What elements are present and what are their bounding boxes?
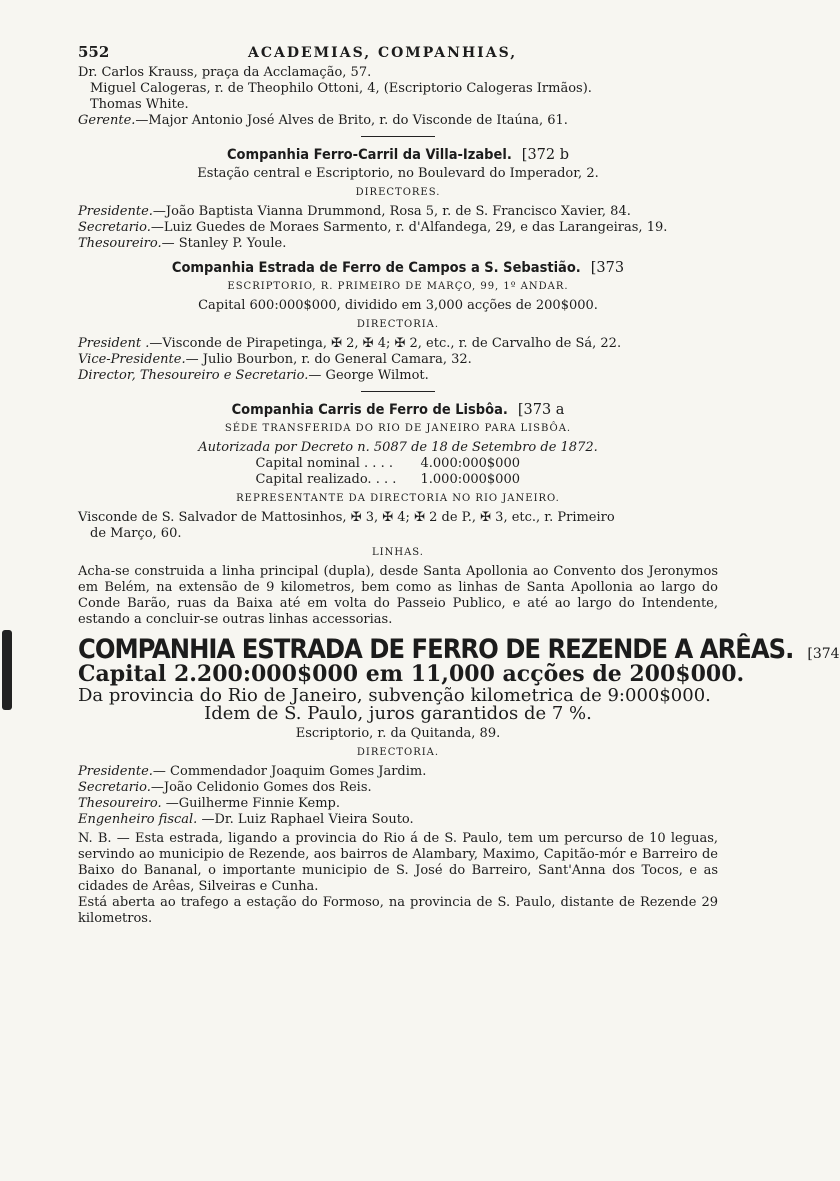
board-row: Secretario.—João Celidonio Gomes dos Reis. <box>78 780 372 795</box>
section-ref: [372 b <box>521 147 570 163</box>
board-row: President .—Visconde de Pirapetinga, ✠ 2, ✠ 4; ✠ 2, etc., r. de Carvalho de Sá, 22. <box>78 336 622 351</box>
board-row: Presidente.— Commendador Joaquim Gomes Jardim. <box>78 764 427 779</box>
capital-line: Capital 2.200:000$000 em 11,000 acções de 200$000. <box>78 661 745 687</box>
board-row: Director, Thesoureiro e Secretario.— George Wilmot. <box>78 368 429 383</box>
section-ref: [373 a <box>517 402 565 418</box>
list-line: Miguel Calogeras, r. de Theophilo Ottoni, 4, (Escriptorio Calogeras Irmãos). <box>90 81 592 96</box>
capital-row: Capital nominal . . . . 4.000:000$000 <box>255 456 520 471</box>
seat-line: SÉDE TRANSFERIDA DO RIO DE JANEIRO PARA LISBÔA. <box>224 423 572 434</box>
rep-heading: REPRESENTANTE DA DIRECTORIA NO RIO JANEIRO. <box>236 493 560 504</box>
page-header <box>78 44 718 61</box>
role-label: Gerente. <box>78 113 136 128</box>
section-address: Estação central e Escriptorio, no Boulevard do Imperador, 2. <box>197 166 599 181</box>
binding-mark <box>2 630 12 710</box>
board-row: Presidente.—João Baptista Vianna Drummond, Rosa 5, r. de S. Francisco Xavier, 84. <box>78 204 631 219</box>
lines-paragraph: Acha-se construida a linha principal (dupla), desde Santa Apollonia ao Convento dos Jeronymos em Belém, na extensão de 9 kilometros, bem como as linhas de Santa Apollonia ao largo do Conde Barão, ruas da Baixa até em volta do Passeio Publico, e até ao largo do Intendente, estando a concluir-se outras linhas accessorias. <box>78 564 718 627</box>
page-number: 552 <box>78 43 110 61</box>
board-row: Secretario.—Luiz Guedes de Moraes Sarmento, r. d'Alfandega, 29, e das Larangeiras, 19. <box>78 220 668 235</box>
board-row: Engenheiro fiscal. —Dr. Luiz Raphael Vieira Souto. <box>78 812 414 827</box>
rep-line: Visconde de S. Salvador de Mattosinhos, ✠ 3, ✠ 4; ✠ 2 de P., ✠ 3, etc., r. Primeiro <box>78 510 615 525</box>
section-title: Companhia Ferro-Carril da Villa-Izabel. [372 b <box>226 147 570 163</box>
list-line: Dr. Carlos Krauss, praça da Acclamação, 57. <box>78 65 372 80</box>
board-heading: DIRECTORIA. <box>356 319 440 330</box>
section-title: Companhia Carris de Ferro de Lisbôa. [373 a <box>231 402 565 418</box>
interest-line: Idem de S. Paulo, juros garantidos de 7 %. <box>204 703 592 724</box>
section-title: COMPANHIA ESTRADA DE FERRO DE REZENDE A ARÊAS. [374 <box>78 634 840 665</box>
gerente-line <box>78 113 718 129</box>
running-title: ACADEMIAS, COMPANHIAS, <box>248 45 518 61</box>
board-row: Thesoureiro.— Stanley P. Youle. <box>78 236 287 251</box>
lines-heading: LINHAS. <box>372 547 424 558</box>
role-text: —Major Antonio José Alves de Brito, r. do Visconde de Itaúna, 61. <box>135 113 568 128</box>
board-heading: DIRECTORES. <box>355 187 441 198</box>
board-row: Thesoureiro. —Guilherme Finnie Kemp. <box>78 796 341 811</box>
subsidy-line: Da provincia do Rio de Janeiro, subvenção kilometrica de 9:000$000. <box>78 685 711 706</box>
list-line: Thomas White. <box>90 97 189 112</box>
office-line: Escriptorio, r. da Quitanda, 89. <box>295 726 501 741</box>
section-ref: [374 <box>807 646 840 662</box>
board-row: Vice-Presidente.— Julio Bourbon, r. do General Camara, 32. <box>78 352 472 367</box>
section-title: Companhia Estrada de Ferro de Campos a S. Sebastião. [373 <box>171 260 625 276</box>
capital-row: Capital realizado. . . . 1.000:000$000 <box>255 472 520 487</box>
divider <box>361 391 435 392</box>
section-ref: [373 <box>590 260 625 276</box>
decree-line: Autorizada por Decreto n. 5087 de 18 de Setembro de 1872. <box>198 440 598 455</box>
divider <box>361 136 435 137</box>
capital-line: Capital 600:000$000, dividido em 3,000 acções de 200$000. <box>198 298 598 313</box>
office-line: ESCRIPTORIO, R. PRIMEIRO DE MARÇO, 99, 1º ANDAR. <box>227 281 569 292</box>
page <box>78 43 840 927</box>
rep-line: de Março, 60. <box>90 526 182 541</box>
board-heading: DIRECTORIA. <box>356 747 440 758</box>
note-paragraph: N. B. — Esta estrada, ligando a provincia do Rio á de S. Paulo, tem um percurso de 10 leguas, servindo ao municipio de Rezende, aos bairros de Alambary, Maximo, Capitão-mór e Barreiro de Baixo do Bananal, o importante municipio de S. José do Barreiro, Sant'Anna dos Tocos, e as cidades de Arêas, Silveiras e Cunha. <box>78 831 718 894</box>
note-paragraph-2: Está aberta ao trafego a estação do Formoso, na provincia de S. Paulo, distante de Rezende 29 kilometros. <box>78 895 718 926</box>
